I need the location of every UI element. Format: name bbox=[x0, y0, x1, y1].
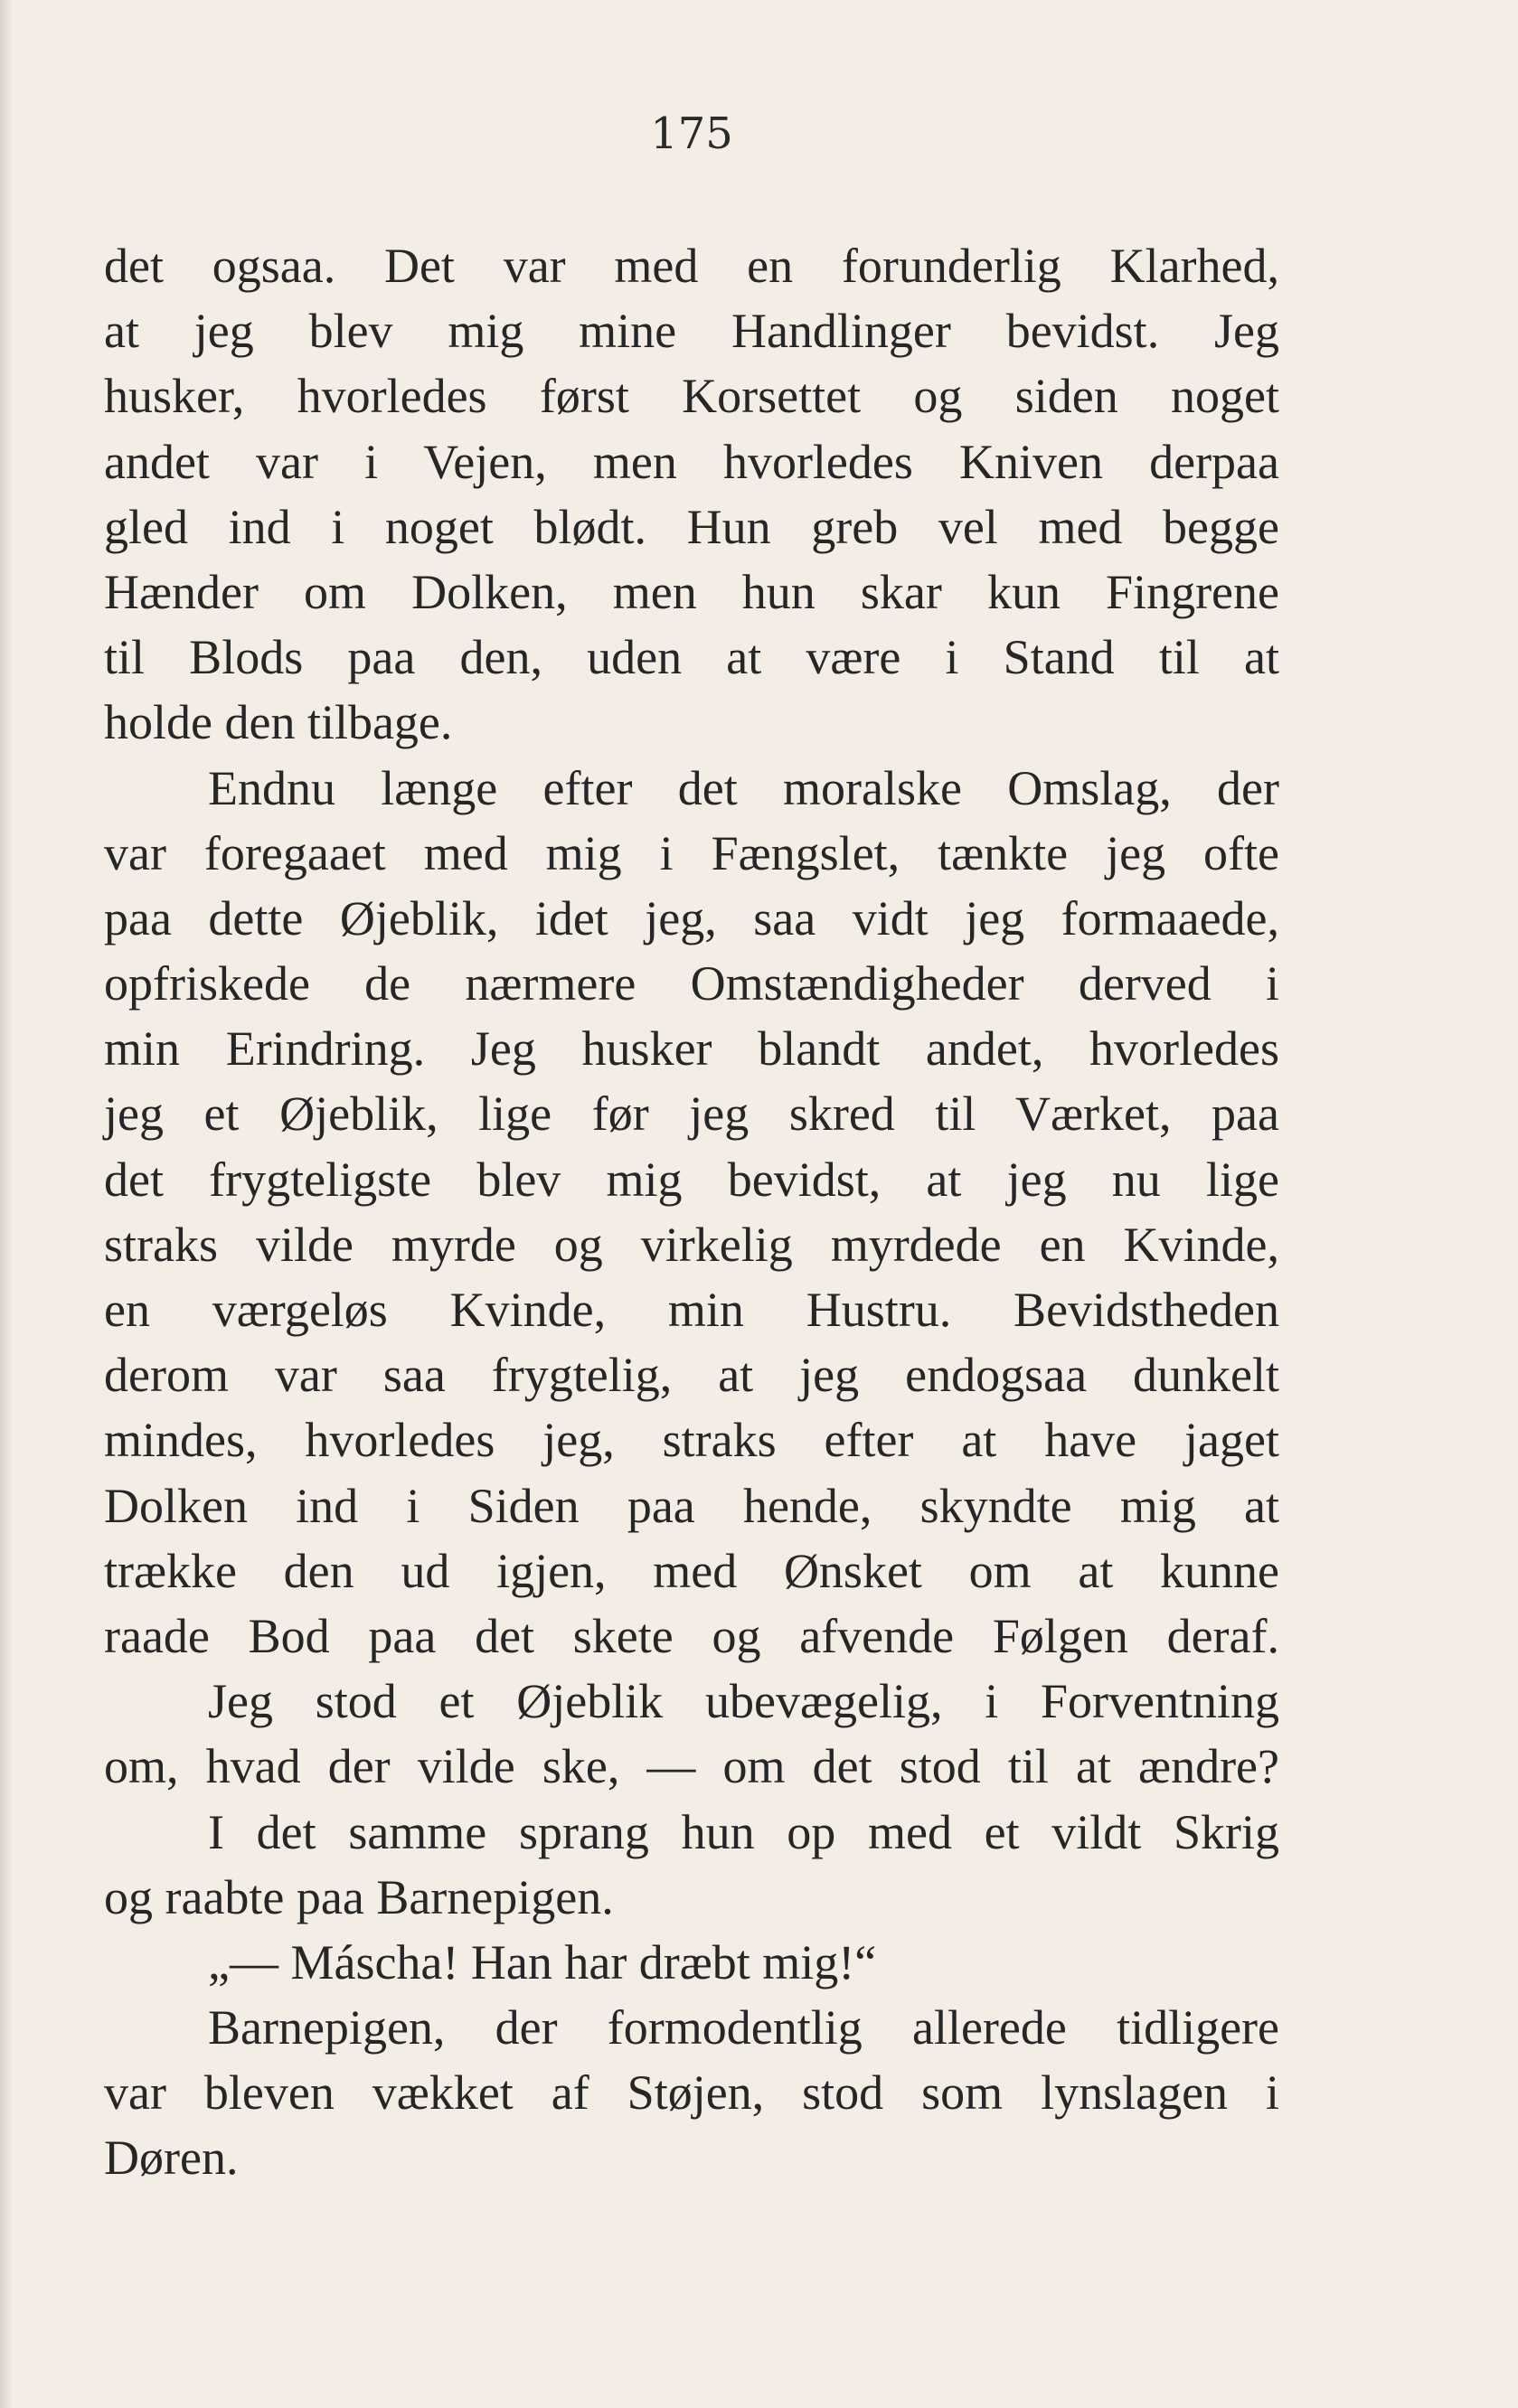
text-line: var foregaaet med mig i Fængslet, tænkte jeg ofte bbox=[104, 825, 1279, 880]
text-line: gled ind i noget blødt. Hun greb vel med begge bbox=[104, 499, 1279, 554]
text-line: derom var saa frygtelig, at jeg endogsaa dunkelt bbox=[104, 1348, 1279, 1403]
text-line: Dolken ind i Siden paa hende, skyndte mig at bbox=[104, 1478, 1279, 1533]
text-line: at jeg blev mig mine Handlinger bevidst. Jeg bbox=[104, 304, 1279, 359]
text-line: holde den tilbage. bbox=[104, 695, 453, 750]
text-line: husker, hvorledes først Korsettet og siden noget bbox=[104, 369, 1279, 424]
text-line: Barnepigen, der formodentlig allerede tidligere bbox=[208, 2000, 1279, 2055]
text-line: opfriskede de nærmere Omstændigheder derved i bbox=[104, 956, 1279, 1011]
text-line: Endnu længe efter det moralske Omslag, der bbox=[208, 760, 1279, 815]
text-line: til Blods paa den, uden at være i Stand til at bbox=[104, 630, 1279, 685]
text-line: Døren. bbox=[104, 2131, 239, 2186]
text-line: mindes, hvorledes jeg, straks efter at have jaget bbox=[104, 1413, 1279, 1468]
text-line: raade Bod paa det skete og afvende Følgen deraf. bbox=[104, 1608, 1279, 1663]
text-line: „— Máscha! Han har dræbt mig!“ bbox=[208, 1934, 877, 1989]
text-line: det frygteligste blev mig bevidst, at jeg nu lige bbox=[104, 1152, 1279, 1207]
page-edge-shadow bbox=[0, 0, 13, 2408]
text-line: om, hvad der vilde ske, — om det stod til at ændre? bbox=[104, 1739, 1279, 1794]
text-line: og raabte paa Barnepigen. bbox=[104, 1869, 614, 1924]
text-line: en værgeløs Kvinde, min Hustru. Bevidstheden bbox=[104, 1283, 1279, 1337]
body-text bbox=[104, 233, 1279, 2191]
text-line: Jeg stod et Øjeblik ubevægelig, i Forventning bbox=[208, 1674, 1279, 1729]
text-line: straks vilde myrde og virkelig myrdede en Kvinde, bbox=[104, 1217, 1279, 1272]
text-line: jeg et Øjeblik, lige før jeg skred til Værket, paa bbox=[104, 1086, 1279, 1142]
text-line: Hænder om Dolken, men hun skar kun Fingrene bbox=[104, 564, 1279, 619]
text-line: var bleven vækket af Støjen, stod som lynslagen i bbox=[104, 2065, 1279, 2121]
text-line: paa dette Øjeblik, idet jeg, saa vidt jeg formaaede, bbox=[104, 890, 1279, 945]
text-line: min Erindring. Jeg husker blandt andet, hvorledes bbox=[104, 1021, 1279, 1077]
text-line: andet var i Vejen, men hvorledes Kniven derpaa bbox=[104, 434, 1279, 489]
text-line: I det samme sprang hun op med et vildt Skrig bbox=[208, 1804, 1279, 1859]
page-number: 175 bbox=[650, 108, 733, 159]
text-line: trække den ud igjen, med Ønsket om at kunne bbox=[104, 1543, 1279, 1598]
text-line: det ogsaa. Det var med en forunderlig Klarhed, bbox=[104, 239, 1279, 293]
